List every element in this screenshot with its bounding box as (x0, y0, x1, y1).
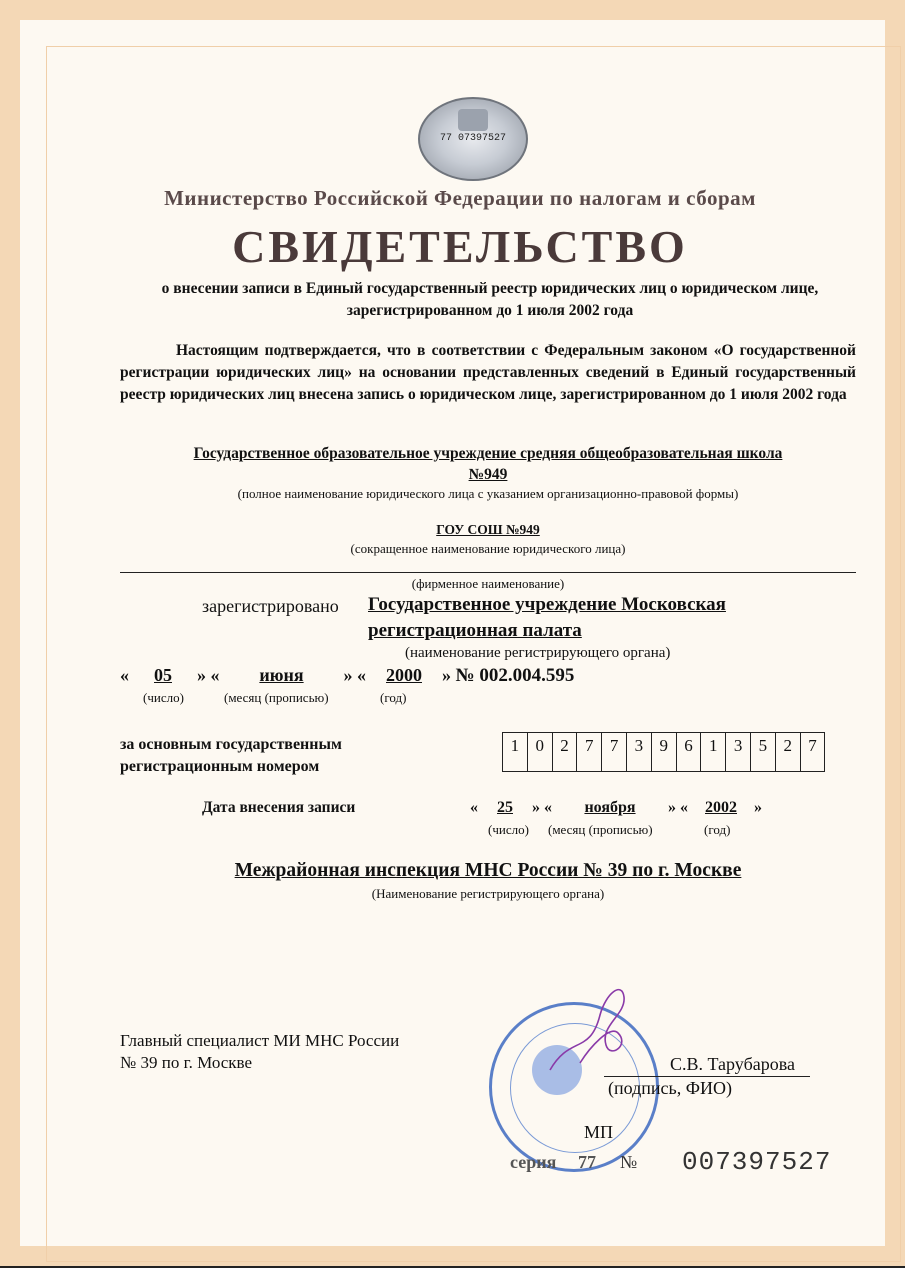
entity-full-name-line2: №949 (468, 466, 508, 483)
hologram-sticker (418, 97, 528, 181)
ogrn-digit-box: 1 (502, 732, 528, 772)
series-number-sign: № (620, 1152, 638, 1172)
signatory-name: С.В. Тарубарова (670, 1054, 795, 1074)
entity-full-name (130, 443, 846, 485)
registration-year: 2000 (386, 665, 422, 685)
entry-date: « 25 » « ноября » « 2002 » (470, 799, 762, 816)
entity-full-name-caption: (полное наименование юридического лица с указанием организационно-правовой формы) (237, 486, 739, 501)
series-number: 007397527 (682, 1147, 832, 1177)
ogrn-digit-box: 0 (527, 732, 553, 772)
ogrn-digit-box: 6 (676, 732, 702, 772)
registration-date: « 05 » « июня » « 2000 » № 002.004.595 (120, 665, 575, 686)
registration-organ-line1: Государственное учреждение Московская (368, 594, 726, 615)
entry-day-caption: (число) (488, 822, 529, 837)
ogrn-digit-box: 7 (800, 732, 826, 772)
registered-label: зарегистрировано (202, 596, 339, 616)
entity-short-name-caption: (сокращенное наименование юридического лица) (350, 541, 626, 556)
emblem-icon (458, 109, 488, 131)
registration-number: № 002.004.595 (455, 665, 575, 686)
entry-year: 2002 (705, 799, 737, 816)
ogrn-digit-box: 3 (626, 732, 652, 772)
series-code: 77 (578, 1152, 596, 1172)
signature-caption: (подпись, ФИО) (608, 1078, 732, 1098)
entry-month: ноября (584, 799, 636, 816)
ogrn-digit-box: 9 (651, 732, 677, 772)
ogrn-digit-box: 1 (700, 732, 726, 772)
registration-organ-caption: (наименование регистрирующего органа) (405, 645, 671, 661)
certification-text: Настоящим подтверждается, что в соответствии с Федеральным законом «О государственной регистрации юридических лиц» на основании представленных сведений в Единый государственный реестр юридических лиц внесена запись о юридическом лице, зарегистрированном до 1 июля 2002 года (120, 342, 856, 403)
hologram-serial: 77 07397527 (439, 133, 506, 144)
entry-month-caption: (месяц (прописью) (548, 822, 653, 837)
entry-day: 25 (497, 799, 513, 816)
registration-day: 05 (154, 665, 172, 685)
ogrn-digit-box: 7 (576, 732, 602, 772)
document-title: СВИДЕТЕЛЬСТВО (232, 221, 688, 272)
series-label: серия (510, 1152, 557, 1172)
ogrn-digit-box: 2 (775, 732, 801, 772)
day-caption: (число) (143, 690, 184, 705)
signature-mark (540, 975, 660, 1085)
seal-place-label: МП (584, 1122, 614, 1142)
inspection-name: Межрайонная инспекция МНС России № 39 по г. Москве (234, 860, 742, 881)
registration-month: июня (259, 665, 304, 685)
ogrn-digit-box: 3 (725, 732, 751, 772)
entity-short-name: ГОУ СОШ №949 (436, 522, 540, 537)
ogrn-label: за основным государственным регистрационным номером (120, 736, 342, 775)
ogrn-digit-box: 2 (552, 732, 578, 772)
ministry-name: Министерство Российской Федерации по налогам и сборам (164, 186, 756, 210)
registration-organ-line2: регистрационная палата (368, 620, 582, 641)
entity-full-name-line1: Государственное образовательное учреждение средняя общеобразовательная школа (193, 445, 783, 462)
brand-name-caption: (фирменное наименование) (411, 576, 565, 591)
document-subtitle: о внесении записи в Единый государственный реестр юридических лиц о юридическом лице, зарегистрированном до 1 июля 2002 года (161, 280, 819, 319)
inspection-caption: (Наименование регистрирующего органа) (371, 886, 605, 901)
signatory-position: Главный специалист МИ МНС России № 39 по г. Москве (120, 1031, 400, 1072)
ogrn-digit-box: 7 (601, 732, 627, 772)
entry-year-caption: (год) (704, 822, 731, 837)
entry-date-label: Дата внесения записи (202, 799, 356, 816)
month-caption: (месяц (прописью) (224, 690, 329, 705)
year-caption: (год) (380, 690, 407, 705)
signature-line (604, 1076, 810, 1077)
ogrn-digit-box: 5 (750, 732, 776, 772)
brand-name-line (120, 572, 856, 573)
